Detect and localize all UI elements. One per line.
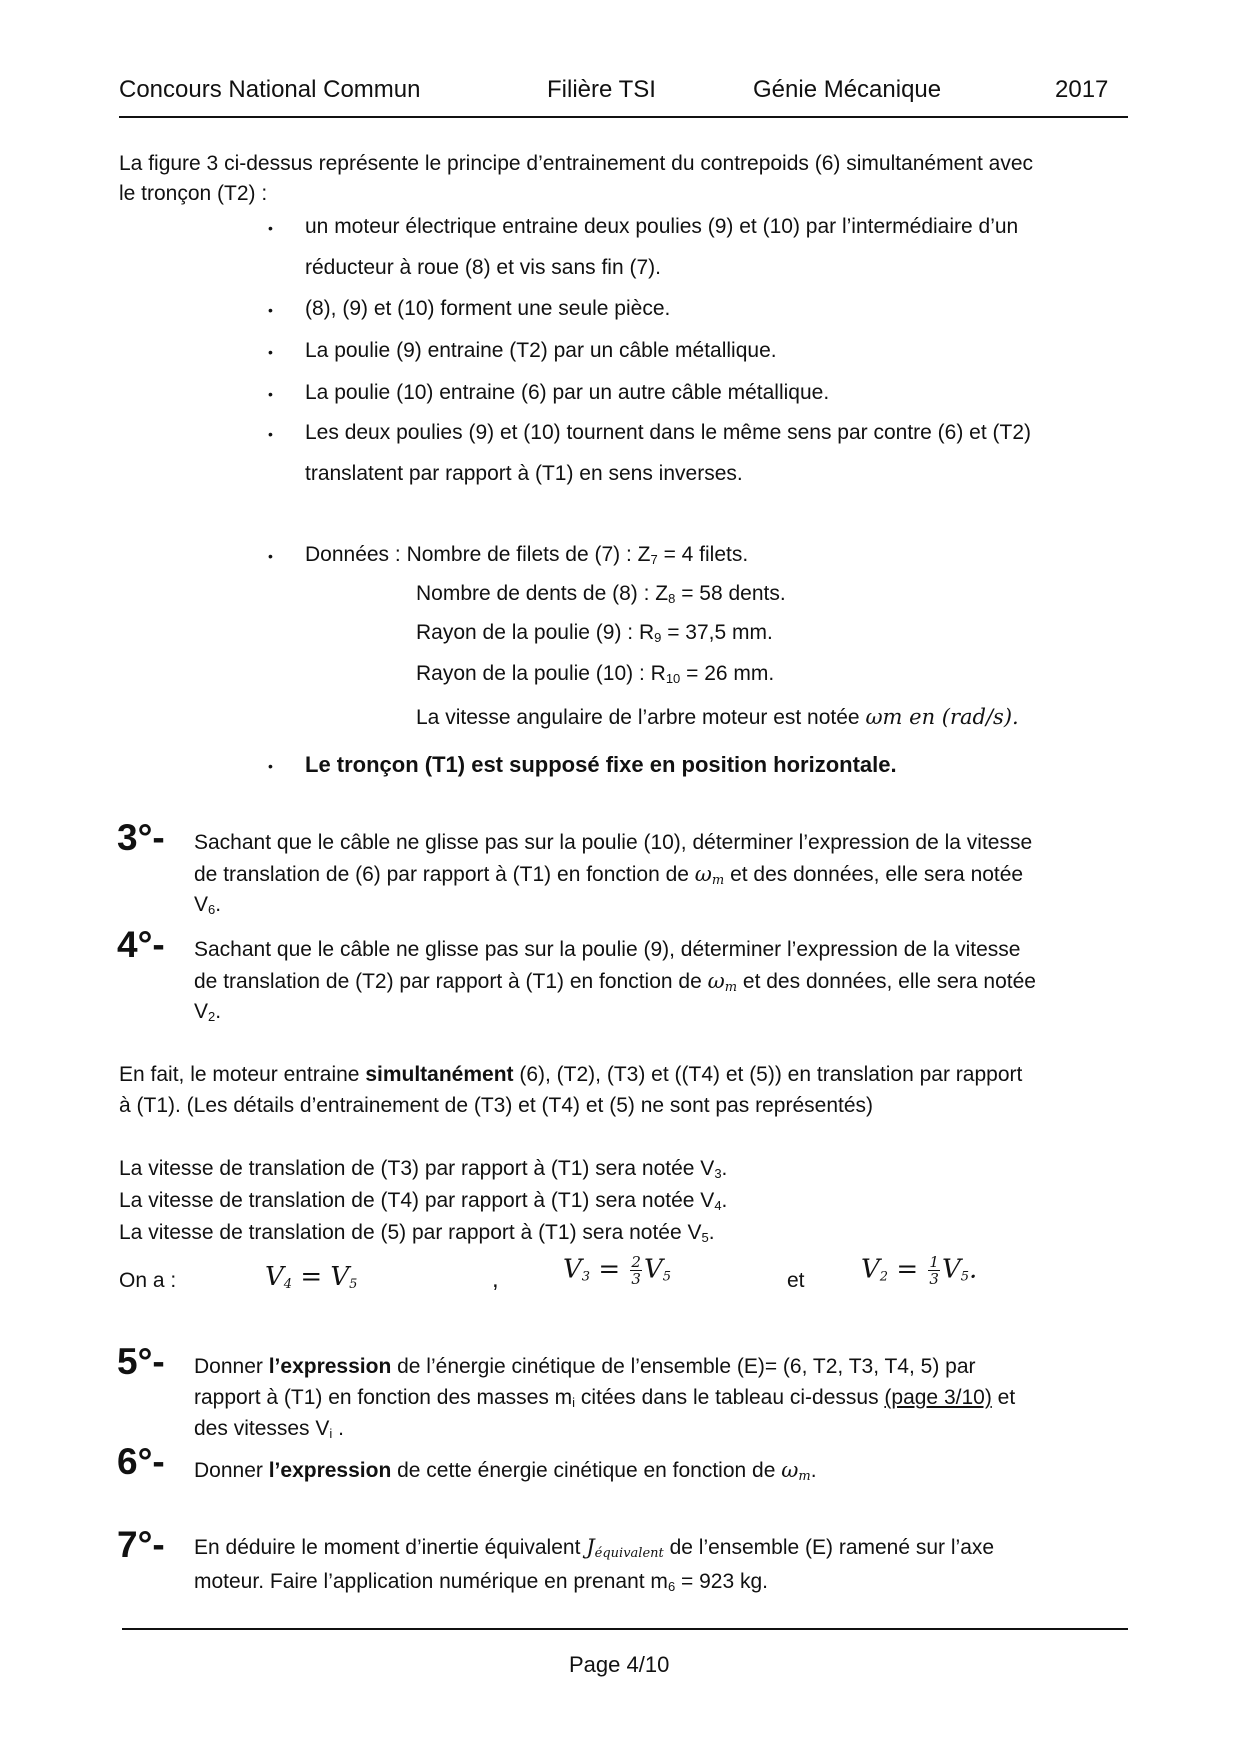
relation-v2 (861, 1254, 977, 1287)
v-symbol: V (330, 1262, 350, 1292)
bullet-5-line-2: translatent par rapport à (T1) en sens inverses. (305, 462, 743, 485)
v-sub: 5 (349, 1277, 358, 1292)
v-symbol: V (861, 1254, 880, 1285)
fraction-denominator: 3 (929, 1270, 939, 1288)
omega-m-symbol (781, 1458, 810, 1482)
question-7-line-1 (194, 1535, 994, 1561)
v-sub: 6 (208, 902, 216, 917)
on-a-label: On a : (119, 1269, 177, 1292)
vitesse-v3 (119, 1157, 727, 1181)
period: . (708, 1221, 715, 1244)
q3-text: de translation de (6) par rapport à (T1) en fonction de (194, 863, 695, 886)
header-year: 2017 (1055, 76, 1109, 103)
v-symbol: V (194, 893, 209, 916)
v3-sub: 3 (714, 1166, 722, 1181)
relation-v3 (563, 1254, 671, 1287)
v-sub: 4 (283, 1277, 293, 1292)
period: . (215, 1000, 222, 1023)
bullet-marker: • (268, 386, 273, 402)
omega-m-symbol (708, 969, 737, 993)
question-3-line-3 (194, 893, 221, 917)
q7-text: En déduire le moment d’inertie équivalent (194, 1536, 587, 1559)
q4-text-end: et des données, elle sera notée (737, 970, 1036, 993)
v4-text: La vitesse de translation de (T4) par rapport à (T1) sera notée V (119, 1189, 715, 1212)
v-sub: 2 (208, 1009, 216, 1024)
v-symbol: V (941, 1254, 961, 1285)
v-symbol: V (643, 1254, 663, 1285)
fraction-denominator: 3 (631, 1270, 641, 1288)
bullet-marker: • (268, 426, 273, 442)
question-5-line-1 (194, 1355, 976, 1379)
donnees-z8 (416, 582, 786, 606)
q5-speeds: des vitesses V (194, 1417, 330, 1440)
v5-sub: 5 (701, 1230, 709, 1245)
z7-text: Nombre de filets de (7) : Z (406, 543, 651, 566)
period: . (810, 1459, 817, 1482)
j-equivalent-symbol (586, 1535, 664, 1559)
bullet-3: La poulie (9) entraine (T2) par un câble métallique. (305, 339, 777, 362)
relation-comma: , (492, 1266, 499, 1293)
bullet-marker: • (268, 220, 273, 236)
period: . (332, 1417, 344, 1440)
v-symbol: V (194, 1000, 209, 1023)
donnees-r9 (416, 621, 773, 645)
q6-text: Donner (194, 1459, 269, 1482)
v-sub: i (329, 1426, 333, 1441)
question-7-number: 7°- (117, 1524, 165, 1565)
period: . (721, 1157, 728, 1180)
omega-glyph: ω (781, 1458, 799, 1482)
m-sub: i (572, 1395, 576, 1410)
v-sub: 2 (879, 1269, 889, 1285)
v-sub: 5 (960, 1269, 969, 1285)
footer-rule (122, 1628, 1128, 1630)
bullet-4: La poulie (10) entraine (6) par un autre câble métallique. (305, 381, 830, 404)
bullet-2: (8), (9) et (10) forment une seule pièce. (305, 297, 671, 320)
q5-text: Donner (194, 1355, 269, 1378)
v3-text: La vitesse de translation de (T3) par rapport à (T1) sera notée V (119, 1157, 715, 1180)
fraction-1-3 (928, 1254, 940, 1287)
r9-value: = 37,5 mm. (661, 621, 773, 644)
equals: = (888, 1254, 927, 1285)
question-6-number: 6°- (117, 1441, 165, 1482)
equals: = (590, 1254, 629, 1285)
period: . (969, 1254, 978, 1285)
question-4-line-1: Sachant que le câble ne glisse pas sur la poulie (9), déterminer l’expression de la vitesse (194, 938, 1021, 961)
donnees-label-text: Données : (305, 543, 407, 566)
omega-m-symbol (695, 862, 724, 886)
question-4-number: 4°- (117, 924, 165, 965)
page-reference-link[interactable]: (page 3/10) (884, 1386, 992, 1409)
question-4-line-3 (194, 1000, 221, 1024)
bullet-marker: • (268, 548, 273, 564)
intro-line-1: La figure 3 ci-dessus représente le principe d’entrainement du contrepoids (6) simultanément avec (119, 152, 1033, 175)
fraction-numerator: 2 (631, 1253, 641, 1271)
question-4-line-2 (194, 969, 1036, 995)
fait-text-end: (6), (T2), (T3) et ((T4) et (5)) en translation par rapport (513, 1063, 1023, 1086)
period: . (721, 1189, 728, 1212)
bullet-marker: • (268, 344, 273, 360)
question-5-line-2 (194, 1386, 1015, 1410)
q7-text-end: de l’ensemble (E) ramené sur l’axe (663, 1536, 995, 1559)
question-3-line-2 (194, 862, 1023, 888)
page-number: Page 4/10 (569, 1652, 670, 1677)
fait-bold: simultanément (365, 1063, 514, 1086)
omega-text: La vitesse angulaire de l’arbre moteur est notée (416, 706, 866, 729)
r10-sub: 10 (665, 671, 681, 686)
v5-text: La vitesse de translation de (5) par rapport à (T1) sera notée V (119, 1221, 702, 1244)
omega-glyph: ω (694, 862, 712, 886)
fraction-numerator: 1 (929, 1253, 939, 1271)
question-7-line-2 (194, 1570, 768, 1594)
header-rule (119, 116, 1128, 118)
relation-et: et (787, 1269, 805, 1292)
question-3-line-1: Sachant que le câble ne glisse pas sur la poulie (10), déterminer l’expression de la vitesse (194, 831, 1033, 854)
q4-text: de translation de (T2) par rapport à (T1) en fonction de (194, 970, 708, 993)
bullet-marker: • (268, 758, 273, 774)
question-5-line-3 (194, 1417, 344, 1441)
v4-sub: 4 (714, 1198, 722, 1213)
question-5-number: 5°- (117, 1341, 165, 1382)
omega-sub: m (724, 980, 738, 995)
v-sub: 5 (662, 1269, 671, 1285)
fait-line-2: à (T1). (Les détails d’entrainement de (T3) et (T4) et (5) ne sont pas représentés) (119, 1094, 874, 1117)
q5-and: et (991, 1386, 1016, 1409)
period: . (215, 893, 222, 916)
omega-unit-formula: ωm en (rad/s). (865, 705, 1019, 729)
bullet-5-line-1: Les deux poulies (9) et (10) tournent dans le même sens par contre (6) et (T2) (305, 421, 1032, 444)
v-symbol: V (563, 1254, 582, 1285)
fait-line-1 (119, 1063, 1022, 1087)
donnees-label (305, 543, 748, 567)
omega-sub: m (798, 1469, 811, 1484)
fraction-2-3 (630, 1254, 642, 1287)
v-sub: 3 (581, 1269, 591, 1285)
z7-sub: 7 (650, 552, 658, 567)
z8-value: = 58 dents. (675, 582, 786, 605)
r10-value: = 26 mm. (680, 662, 775, 685)
z8-text: Nombre de dents de (8) : Z (416, 582, 669, 605)
r10-text: Rayon de la poulie (10) : R (416, 662, 666, 685)
equals: = (292, 1262, 331, 1292)
bullet-1-line-2: réducteur à roue (8) et vis sans fin (7). (305, 256, 661, 279)
bullet-marker: • (268, 302, 273, 318)
omega-glyph: ω (707, 969, 725, 993)
m-sub: 6 (667, 1579, 676, 1594)
z8-sub: 8 (668, 591, 676, 606)
q6-bold: l’expression (268, 1459, 392, 1482)
q6-text-end: de cette énergie cinétique en fonction de (391, 1459, 782, 1482)
question-3-number: 3°- (117, 817, 165, 858)
j-glyph: J (586, 1535, 595, 1559)
relation-v4-v5 (265, 1262, 357, 1292)
header-track: Filière TSI (547, 76, 656, 103)
q7-numeric: moteur. Faire l’application numérique en prenant m (194, 1570, 668, 1593)
j-sub: équivalent (594, 1546, 664, 1561)
q5-masses: rapport à (T1) en fonction des masses m (194, 1386, 573, 1409)
q3-text-end: et des données, elle sera notée (724, 863, 1024, 886)
vitesse-v5 (119, 1221, 715, 1245)
v-symbol: V (265, 1262, 284, 1292)
fixed-statement: Le tronçon (T1) est supposé fixe en position horizontale. (305, 752, 897, 777)
r9-text: Rayon de la poulie (9) : R (416, 621, 655, 644)
header-contest: Concours National Commun (119, 76, 421, 103)
header-subject: Génie Mécanique (753, 76, 942, 103)
question-6-line-1 (194, 1458, 817, 1484)
q5-text-end: de l’énergie cinétique de l’ensemble (E)= (6, T2, T3, T4, 5) par (391, 1355, 976, 1378)
donnees-r10 (416, 662, 774, 686)
z7-value: = 4 filets. (657, 543, 749, 566)
vitesse-v4 (119, 1189, 727, 1213)
intro-line-2: le tronçon (T2) : (119, 182, 268, 205)
q5-bold: l’expression (268, 1355, 392, 1378)
q7-mass-value: = 923 kg. (675, 1570, 768, 1593)
r9-sub: 9 (654, 630, 662, 645)
q5-table-ref: citées dans le tableau ci-dessus (575, 1386, 885, 1409)
fait-text: En fait, le moteur entraine (119, 1063, 366, 1086)
omega-sub: m (711, 873, 725, 888)
bullet-1-line-1: un moteur électrique entraine deux poulies (9) et (10) par l’intermédiaire d’un (305, 215, 1019, 238)
donnees-omega (416, 705, 1019, 730)
